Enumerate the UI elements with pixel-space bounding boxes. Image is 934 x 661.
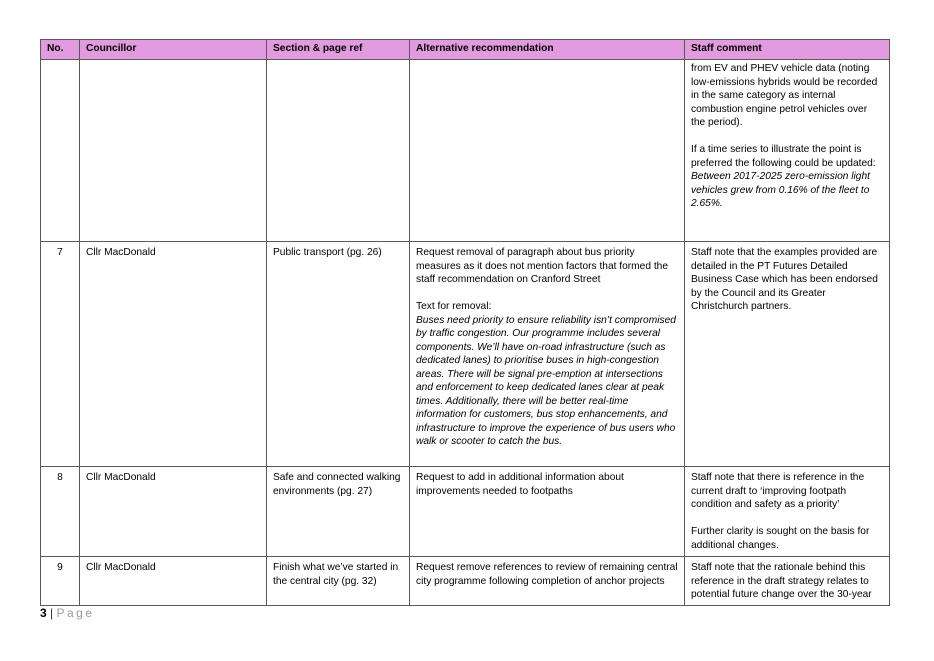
table-row	[41, 557, 890, 606]
cell-councillor: Cllr MacDonald	[80, 467, 267, 557]
footer-separator: |	[50, 606, 54, 620]
cell-councillor: Cllr MacDonald	[80, 242, 267, 467]
header-staff-comment: Staff comment	[685, 40, 890, 60]
cell-recommendation: Request remove references to review of remaining central city programme following completion of anchor projects	[410, 557, 685, 606]
header-councillor: Councillor	[80, 40, 267, 60]
header-no: No.	[41, 40, 80, 60]
table-row-continued	[41, 60, 890, 242]
page-number: 3	[40, 606, 47, 620]
comment-text: If a time series to illustrate the point is preferred the following could be updated:	[691, 144, 876, 169]
table-row	[41, 467, 890, 557]
page-footer	[40, 606, 95, 620]
table-row	[41, 242, 890, 467]
header-section: Section & page ref	[267, 40, 410, 60]
cell-no: 8	[41, 467, 80, 557]
recommendation-italic-text: Buses need priority to ensure reliability isn’t compromised by traffic congestion. Our programme includes several components. We’ll have on-road infrastructure (such as dedicated lanes) to prioritise buses in high-congestion areas. There will be signal pre-emption at intersections and enforcement to keep dedicated lanes clear at peak times. Additionally, there will be better real-time information for customers, bus stop enhancements, and infrastructure to improve the experience of bus users who walk or scooter to catch the bus.	[416, 314, 676, 447]
cell-staff-comment	[685, 60, 890, 242]
cell-no	[41, 60, 80, 242]
cell-no: 9	[41, 557, 80, 606]
comment-text: Staff note that there is reference in the current draft to ‘improving footpath condition and safety as a priority’	[691, 472, 865, 510]
cell-recommendation	[410, 60, 685, 242]
cell-councillor	[80, 60, 267, 242]
recommendation-text: Request removal of paragraph about bus priority measures as it does not mention factors that formed the staff recommendation on Cranford Street	[416, 247, 668, 285]
cell-staff-comment: Staff note that the examples provided are detailed in the PT Futures Detailed Business Case which has been endorsed by the Council and its Greater Christchurch partners.	[685, 242, 890, 467]
comment-italic-text: Between 2017-2025 zero-emission light vehicles grew from 0.16% of the fleet to 2.65%.	[691, 171, 870, 209]
cell-section: Safe and connected walking environments (pg. 27)	[267, 467, 410, 557]
cell-no: 7	[41, 242, 80, 467]
cell-section: Finish what we’ve started in the central city (pg. 32)	[267, 557, 410, 606]
cell-section	[267, 60, 410, 242]
comment-text: Further clarity is sought on the basis for additional changes.	[691, 526, 870, 551]
submissions-table	[40, 39, 890, 606]
cell-councillor: Cllr MacDonald	[80, 557, 267, 606]
cell-section: Public transport (pg. 26)	[267, 242, 410, 467]
header-recommendation: Alternative recommendation	[410, 40, 685, 60]
cell-recommendation	[410, 242, 685, 467]
page-label: Page	[56, 606, 95, 620]
cell-staff-comment	[685, 467, 890, 557]
table-header-row	[41, 40, 890, 60]
comment-text: from EV and PHEV vehicle data (noting low-emissions hybrids would be recorded in the same category as internal combustion engine petrol vehicles over the period).	[691, 63, 878, 128]
recommendation-label: Text for removal:	[416, 301, 492, 312]
cell-recommendation: Request to add in additional information about improvements needed to footpaths	[410, 467, 685, 557]
cell-staff-comment: Staff note that the rationale behind this reference in the draft strategy relates to potential future change over the 30-year	[685, 557, 890, 606]
